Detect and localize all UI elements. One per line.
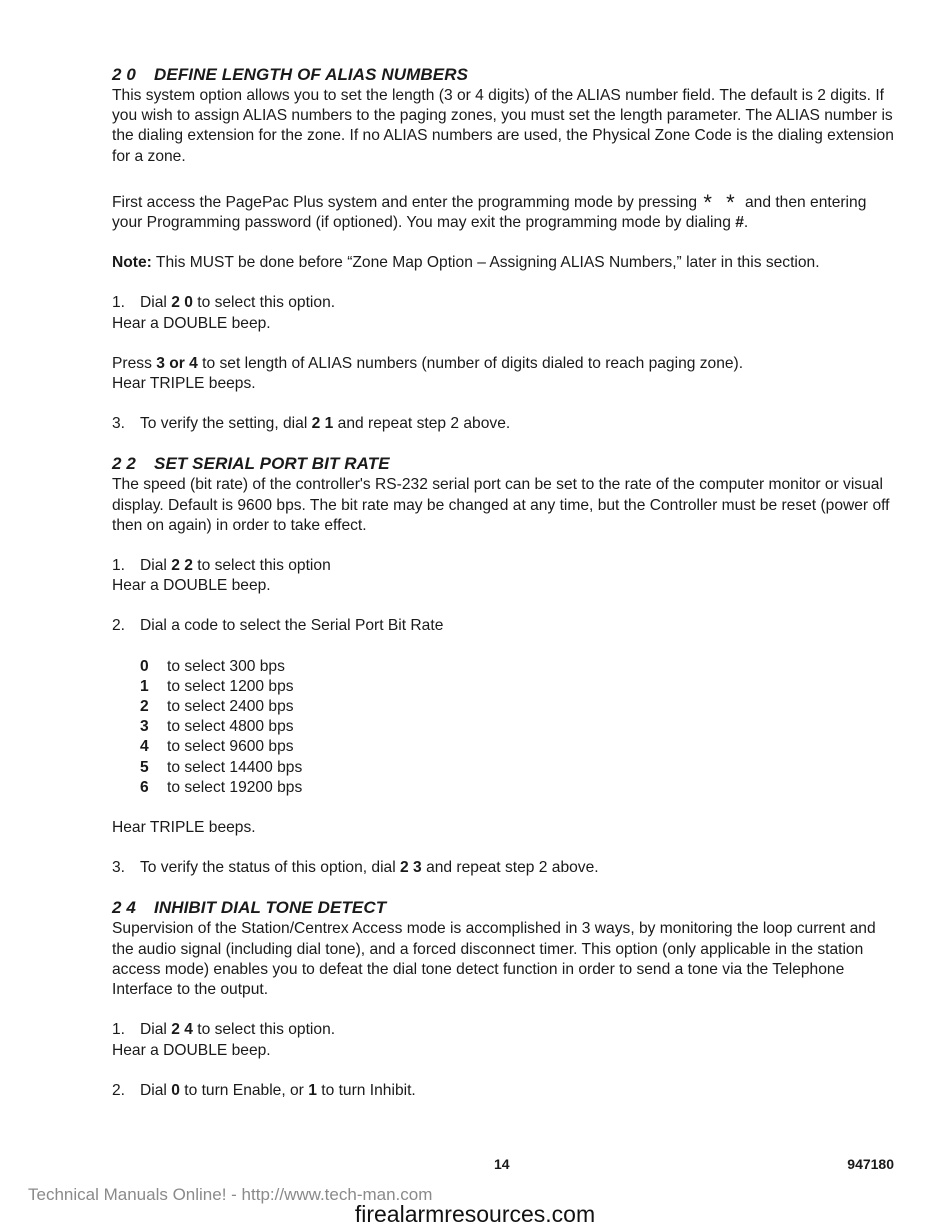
option-row: 0 to select 300 bps <box>140 657 285 675</box>
watermark-firealarm: firealarmresources.com <box>354 1201 596 1227</box>
step-1-response: Hear a DOUBLE beep. <box>112 1041 271 1059</box>
step-1: 1. Dial 2 0 to select this option. <box>112 294 336 312</box>
option-row: 5 to select 14400 bps <box>140 758 303 776</box>
page-number: 14 <box>494 1156 510 1172</box>
step-2: 2. Dial 0 to turn Enable, or 1 to turn Inhibit. <box>112 1081 416 1099</box>
section-title: INHIBIT DIAL TONE DETECT <box>154 898 387 918</box>
hash-key: # <box>735 214 744 232</box>
step-3: 3. To verify the status of this option, dial 2 3 and repeat step 2 above. <box>112 859 599 877</box>
watermark-tech-man: Technical Manuals Online! - http://www.tech-man.com <box>28 1185 433 1204</box>
section-24-intro: Supervision of the Station/Centrex Access mode is accomplished in 3 ways, by monitoring the loop current and the audio signal (including dial tone), and a forced disconnect timer. This option (only applicable in the station access mode) enables you to defeat the dial tone detect function in order to send a tone via the Telephone Interface to the output. <box>112 920 876 999</box>
option-row: 4 to select 9600 bps <box>140 738 294 756</box>
section-number: 2 0 <box>112 65 136 84</box>
step-2: 2. Dial a code to select the Serial Port Bit Rate <box>112 617 444 635</box>
section-number: 2 2 <box>112 454 136 474</box>
note-label: Note: <box>112 254 152 272</box>
section-22-intro: The speed (bit rate) of the controller's RS-232 serial port can be set to the rate of the computer monitor or visual display. Default is 9600 bps. The bit rate may be changed at any time, but the Controller must be reset (power off then on again) in order to take effect. <box>112 476 890 534</box>
star-keys: * * <box>703 189 739 215</box>
document-number: 947180 <box>847 1156 894 1172</box>
step-2-response: Hear TRIPLE beeps. <box>112 819 256 837</box>
note <box>112 253 894 273</box>
step-1: 1. Dial 2 2 to select this option <box>112 557 331 575</box>
step-1-response: Hear a DOUBLE beep. <box>112 577 271 595</box>
step-2: Press 3 or 4 to set length of ALIAS numbers (number of digits dialed to reach paging zone). <box>112 354 744 372</box>
option-row: 2 to select 2400 bps <box>140 698 294 716</box>
step-3: 3. To verify the setting, dial 2 1 and repeat step 2 above. <box>112 415 511 433</box>
section-20-heading <box>112 64 894 86</box>
section-title: SET SERIAL PORT BIT RATE <box>154 454 390 474</box>
section-number: 2 4 <box>112 898 136 918</box>
step-1: 1. Dial 2 4 to select this option. <box>112 1021 336 1039</box>
option-row: 6 to select 19200 bps <box>140 778 303 796</box>
section-24-heading <box>112 897 894 919</box>
document-page <box>112 64 894 1101</box>
step-2-response: Hear TRIPLE beeps. <box>112 375 256 393</box>
step-1-response: Hear a DOUBLE beep. <box>112 314 271 332</box>
access-instructions: First access the PagePac Plus system and enter the programming mode by pressing * * and then entering your Programming password (if optioned). You may exit the programming mode by dialing #. <box>112 189 867 232</box>
option-row: 3 to select 4800 bps <box>140 718 294 736</box>
option-row: 1 to select 1200 bps <box>140 677 294 695</box>
note-text: This MUST be done before “Zone Map Option – Assigning ALIAS Numbers,” later in this section. <box>155 254 820 272</box>
bit-rate-options <box>112 657 894 798</box>
section-20-intro: This system option allows you to set the length (3 or 4 digits) of the ALIAS number field. The default is 2 digits. If you wish to assign ALIAS numbers to the paging zones, you must set the length parameter. The ALIAS number is the dialing extension for the zone. If no ALIAS numbers are used, the Physical Zone Code is the dialing extension for a zone. <box>112 87 894 165</box>
section-22-heading <box>112 453 894 475</box>
section-title: DEFINE LENGTH OF ALIAS NUMBERS <box>154 65 469 84</box>
